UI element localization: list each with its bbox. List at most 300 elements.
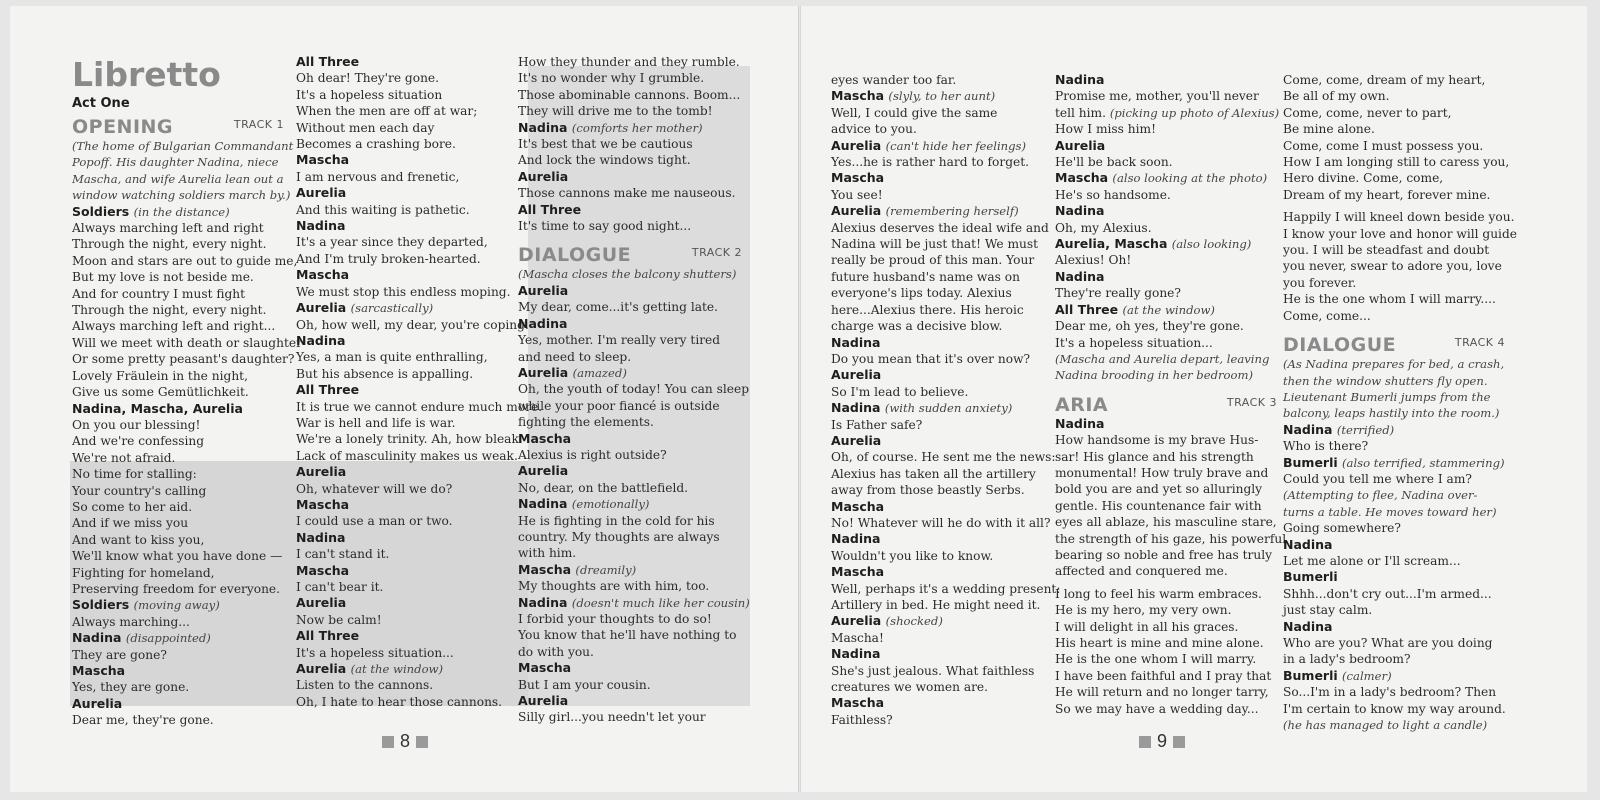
- line-text: Or some pretty peasant's daughter?: [72, 352, 295, 367]
- speaker-name: Soldiers: [72, 597, 130, 613]
- line-text: Those cannons make me nauseous.: [518, 186, 736, 201]
- speaker-name: Nadina: [1055, 203, 1105, 219]
- line-text: It's time to say good night...: [518, 219, 692, 234]
- line-text: window watching soldiers march by.): [72, 188, 291, 203]
- line-text: bearing so noble and free has truly: [1055, 547, 1272, 562]
- lyric-line: [831, 187, 1047, 203]
- stage-direction: [72, 154, 284, 170]
- stage-direction: [1283, 356, 1505, 372]
- lyric-line: [1283, 308, 1505, 324]
- speaker-name: Aurelia, Mascha: [1055, 236, 1168, 252]
- stage-direction: [1283, 373, 1505, 389]
- speaker-name: Nadina: [1283, 618, 1333, 634]
- speaker-line: [1055, 236, 1277, 252]
- line-text: And I'm truly broken-hearted.: [296, 251, 481, 266]
- lyric-line: [831, 581, 1061, 597]
- lyric-line: [1055, 563, 1277, 579]
- lyric-line: [1055, 465, 1277, 481]
- lyric-line: [1283, 520, 1505, 536]
- speaker-name: Nadina: [296, 332, 346, 348]
- lyric-line: [518, 529, 742, 545]
- stage-direction-inline: (at the window): [350, 662, 443, 677]
- line-text: I can't bear it.: [296, 580, 384, 594]
- line-text: Artillery in bed. He might need it.: [831, 598, 1041, 612]
- page-number-square-icon: [416, 736, 428, 748]
- line-text: I could use a man or two.: [296, 514, 453, 529]
- section-heading: [1283, 334, 1505, 356]
- stage-direction-inline: (at the window): [1122, 302, 1215, 317]
- page-number-text: 8: [400, 731, 411, 751]
- lyric-line: [72, 532, 284, 548]
- lyric-line: [1055, 531, 1287, 547]
- lyric-line: [296, 694, 518, 710]
- libretto-title: Libretto: [72, 55, 221, 94]
- line-text: I'm certain to know my way around.: [1283, 701, 1506, 716]
- speaker-name: All Three: [296, 382, 360, 398]
- line-text: But his absence is appalling.: [296, 366, 474, 381]
- line-text: Alexius is right outside?: [518, 447, 667, 462]
- line-text: So we may have a wedding day...: [1055, 701, 1259, 716]
- speaker-line: [831, 203, 1047, 219]
- lyric-line: [1283, 291, 1505, 307]
- stage-direction: [72, 187, 291, 203]
- line-text: He is fighting in the cold for his: [518, 513, 715, 528]
- speaker-line: [296, 267, 518, 283]
- line-text: No time for stalling:: [72, 467, 197, 482]
- lyric-line: [296, 251, 518, 267]
- line-text: And we're confessing: [72, 434, 205, 449]
- lyric-line: [1055, 684, 1277, 700]
- line-text: Dream of my heart, forever mine.: [1283, 187, 1491, 202]
- lyric-line: [1055, 635, 1277, 651]
- line-text: Be all of my own.: [1283, 89, 1390, 104]
- line-text: fighting the elements.: [518, 415, 654, 430]
- line-text: advice to you.: [831, 122, 917, 137]
- line-text: eyes wander too far.: [831, 73, 957, 87]
- line-text: We'll know what you have done —: [72, 549, 283, 564]
- lyric-line: [518, 578, 742, 594]
- stage-direction: [1055, 351, 1277, 367]
- lyric-line: [518, 381, 750, 397]
- lyric-line: [296, 136, 518, 152]
- line-text: with him.: [518, 546, 577, 561]
- line-text: Preserving freedom for everyone.: [72, 581, 281, 596]
- lyric-line: [831, 449, 1056, 465]
- line-text: Lieutenant Bumerli jumps from the: [1283, 389, 1491, 404]
- line-text: How handsome is my brave Hus-: [1055, 433, 1259, 448]
- stage-direction-inline: (doesn't much like her cousin): [571, 595, 750, 610]
- line-text: affected and conquered me.: [1055, 564, 1228, 579]
- lyric-line: [1283, 226, 1517, 242]
- speaker-name: Aurelia: [831, 367, 882, 383]
- line-text: (Attempting to flee, Nadina over-: [1283, 488, 1478, 503]
- speaker-line: [518, 169, 742, 185]
- line-text: Alexius deserves the ideal wife and: [831, 220, 1049, 235]
- speaker-line: [1055, 170, 1277, 186]
- page-number-square-icon: [1173, 736, 1185, 748]
- speaker-name: Mascha: [831, 88, 885, 104]
- line-text: My dear, come...it's getting late.: [518, 300, 718, 315]
- page-number-square-icon: [382, 736, 394, 748]
- line-text: (The home of Bulgarian Commandant: [72, 139, 294, 153]
- speaker-name: Mascha: [296, 152, 350, 168]
- speaker-line: [296, 628, 518, 644]
- lyric-line: [1283, 242, 1505, 258]
- speaker-name: Aurelia: [296, 464, 347, 480]
- lyric-line: [518, 709, 742, 725]
- lyric-line: [518, 152, 742, 168]
- page-number-square-icon: [1139, 736, 1151, 748]
- speaker-name: Nadina: [1055, 415, 1105, 431]
- lyric-line: [1283, 701, 1505, 717]
- track-label: TRACK 1: [233, 118, 284, 131]
- lyric-line: [1283, 88, 1505, 104]
- speaker-name: All Three: [296, 628, 360, 644]
- line-text: Who are you? What are you doing: [1283, 636, 1493, 650]
- line-text: His heart is mine and mine alone.: [1055, 636, 1264, 650]
- speaker-name: Aurelia: [72, 695, 123, 711]
- lyric-line: [296, 677, 518, 693]
- stage-direction: [72, 171, 284, 187]
- speaker-line: [831, 564, 1047, 580]
- line-text: I long to feel his warm embraces.: [1055, 586, 1262, 601]
- speaker-line: [831, 499, 1047, 515]
- lyric-line: [518, 611, 742, 627]
- stage-direction: [1283, 717, 1505, 733]
- lyric-line: [1283, 438, 1505, 454]
- lyric-line: [831, 269, 1047, 285]
- speaker-line: [296, 218, 518, 234]
- speaker-line: [296, 300, 518, 316]
- lyric-line: [1055, 547, 1277, 563]
- line-text: Mascha!: [831, 630, 884, 645]
- speaker-line: [518, 202, 742, 218]
- page-number-text: 9: [1157, 731, 1168, 751]
- line-text: It's a hopeless situation...: [1055, 335, 1213, 350]
- line-text: Well, perhaps it's a wedding present:: [831, 581, 1061, 596]
- lyric-line: [831, 302, 1047, 318]
- lyric-line: [296, 431, 523, 447]
- line-text: It's a year since they departed,: [296, 235, 488, 250]
- lyric-line: [831, 482, 1047, 498]
- section-title: DIALOGUE: [1283, 334, 1397, 357]
- line-text: And if we miss you: [72, 516, 189, 531]
- lyric-line: [72, 335, 302, 351]
- line-text: Oh dear! They're gone.: [296, 71, 440, 86]
- line-text: tell him.: [1055, 105, 1106, 120]
- line-text: So come to her aid.: [72, 499, 193, 514]
- lyric-line: [831, 515, 1051, 531]
- section-title: ARIA: [1055, 393, 1109, 416]
- speaker-name: Nadina: [831, 646, 881, 662]
- speaker-line: [296, 595, 518, 611]
- line-text: Nadina will be just that! We must: [831, 237, 1039, 252]
- stage-direction: [1283, 405, 1505, 421]
- line-text: Lack of masculinity makes us weak.: [296, 448, 518, 463]
- libretto-column-6: [1283, 72, 1517, 733]
- stage-direction-inline: (terrified): [1336, 422, 1395, 437]
- line-text: When the men are off at war;: [296, 104, 478, 119]
- track-label: TRACK 4: [1454, 336, 1505, 350]
- speaker-line: [518, 496, 742, 512]
- stage-direction-inline: (also looking at the photo): [1112, 171, 1268, 186]
- line-text: Through the night, every night.: [72, 237, 267, 252]
- speaker-name: Mascha: [831, 695, 885, 711]
- speaker-name: Nadina: [1055, 268, 1105, 284]
- line-text: you never, swear to adore you, love: [1283, 259, 1502, 274]
- speaker-name: Mascha: [296, 267, 350, 283]
- speaker-name: Mascha: [831, 498, 885, 514]
- lyric-line: [72, 417, 284, 433]
- speaker-line: [296, 54, 518, 70]
- speaker-name: Aurelia: [518, 168, 569, 184]
- lyric-line: [1055, 154, 1277, 170]
- lyric-line: [518, 398, 742, 414]
- speaker-line: [1055, 416, 1277, 432]
- stage-direction-inline: (moving away): [133, 598, 220, 613]
- line-text: Going somewhere?: [1283, 521, 1401, 536]
- line-text: future husband's name was on: [831, 269, 1020, 284]
- lyric-line: [72, 384, 284, 400]
- speaker-line: [831, 335, 1047, 351]
- line-text: It's best that we be cautious: [518, 137, 693, 152]
- lyric-line: [831, 105, 1047, 121]
- line-text: Oh, whatever will we do?: [296, 481, 453, 496]
- stage-direction-inline: (calmer): [1342, 668, 1392, 683]
- lyric-line: [1055, 498, 1277, 514]
- speaker-line: [296, 464, 518, 480]
- line-text: Yes...he is rather hard to forget.: [831, 155, 1029, 170]
- line-text: you forever.: [1283, 275, 1357, 290]
- stage-direction: [518, 266, 742, 282]
- lyric-line: [518, 414, 742, 430]
- speaker-line: [296, 497, 518, 513]
- speaker-name: Bumerli: [1283, 569, 1338, 585]
- line-text: Moon and stars are out to guide me,: [72, 253, 298, 268]
- lyric-line: [296, 513, 518, 529]
- speaker-name: Nadina, Mascha, Aurelia: [72, 400, 243, 416]
- lyric-line: [296, 579, 518, 595]
- lyric-line: [518, 70, 742, 86]
- line-text: He will return and no longer tarry,: [1055, 685, 1269, 700]
- stage-direction-inline: (comforts her mother): [571, 120, 703, 135]
- stage-direction-inline: (also terrified, stammering): [1342, 455, 1505, 470]
- stage-direction: [1283, 487, 1505, 503]
- lyric-line: [72, 253, 298, 269]
- stage-direction-inline: (shocked): [885, 614, 943, 629]
- line-text: sar! His glance and his strength: [1055, 449, 1254, 464]
- speaker-line: [72, 401, 284, 417]
- lyric-line: [296, 120, 518, 136]
- stanza-gap: [1283, 324, 1505, 330]
- lyric-line: [296, 448, 518, 464]
- lyric-line: [296, 234, 518, 250]
- line-text: Happily I will kneel down beside you.: [1283, 210, 1515, 225]
- section-heading: [518, 244, 742, 266]
- speaker-name: Mascha: [518, 561, 572, 577]
- lyric-line: [296, 317, 529, 333]
- line-text: Now be calm!: [296, 612, 382, 627]
- lyric-line: [1055, 88, 1277, 104]
- line-text: Who is there?: [1283, 439, 1369, 454]
- stage-direction-inline: (disappointed): [125, 631, 211, 646]
- line-text: Could you tell me where I am?: [1283, 471, 1472, 486]
- speaker-name: Mascha: [1055, 170, 1109, 186]
- line-text: Silly girl...you needn't let your: [518, 710, 706, 725]
- lyric-line: [831, 466, 1047, 482]
- lyric-line: [1283, 187, 1505, 203]
- lyric-line: [1283, 154, 1510, 170]
- speaker-line: [1283, 668, 1505, 684]
- speaker-line: [296, 530, 518, 546]
- lyric-line: [518, 54, 742, 70]
- speaker-line: [831, 170, 1047, 186]
- lyric-line: [1055, 651, 1277, 667]
- lyric-line: [296, 481, 518, 497]
- lyric-line: [1055, 619, 1277, 635]
- stage-direction-inline: (picking up photo of Alexius): [1109, 105, 1280, 120]
- section-heading: [72, 116, 284, 138]
- line-text: Well, I could give the same: [831, 105, 998, 120]
- speaker-name: Nadina: [518, 594, 568, 610]
- speaker-line: [72, 597, 284, 613]
- speaker-name: Bumerli: [1283, 667, 1338, 683]
- line-text: charge was a decisive blow.: [831, 319, 1003, 334]
- line-text: Promise me, mother, you'll never: [1055, 89, 1259, 104]
- speaker-name: Nadina: [72, 630, 122, 646]
- speaker-line: [518, 660, 742, 676]
- libretto-column-4: [831, 72, 1061, 728]
- line-text: They will drive me to the tomb!: [518, 104, 713, 119]
- stage-direction: [1283, 504, 1505, 520]
- line-text: Will we meet with death or slaughter: [72, 335, 302, 350]
- speaker-name: Nadina: [1283, 536, 1333, 552]
- speaker-line: [518, 120, 742, 136]
- lyric-line: [296, 612, 518, 628]
- speaker-name: Aurelia: [518, 282, 569, 298]
- lyric-line: [831, 72, 1047, 88]
- speaker-name: Nadina: [831, 334, 881, 350]
- line-text: How they thunder and they rumble.: [518, 55, 740, 69]
- line-text: And want to kiss you,: [72, 532, 205, 547]
- speaker-name: Aurelia: [518, 364, 569, 380]
- lyric-line: [831, 417, 1047, 433]
- line-text: Oh, I hate to hear those cannons.: [296, 694, 503, 709]
- line-text: Is Father safe?: [831, 417, 923, 432]
- speaker-line: [72, 204, 284, 220]
- lyric-line: [72, 581, 284, 597]
- speaker-name: Mascha: [518, 660, 572, 676]
- stanza-gap: [1055, 384, 1277, 390]
- libretto-column-5: [1055, 72, 1287, 717]
- lyric-line: [831, 351, 1047, 367]
- libretto-column-3: [518, 54, 750, 726]
- lyric-line: [1283, 170, 1505, 186]
- lyric-line: [72, 220, 284, 236]
- line-text: It's no wonder why I grumble.: [518, 71, 705, 86]
- stanza-gap: [518, 234, 742, 240]
- speaker-name: Aurelia: [518, 463, 569, 479]
- line-text: Hero divine. Come, come,: [1283, 171, 1444, 186]
- line-text: He's so handsome.: [1055, 187, 1171, 202]
- speaker-name: Soldiers: [72, 203, 130, 219]
- line-text: Be mine alone.: [1283, 122, 1375, 137]
- lyric-line: [1055, 335, 1277, 351]
- line-text: in a lady's bedroom?: [1283, 652, 1411, 667]
- lyric-line: [72, 318, 284, 334]
- lyric-line: [296, 399, 543, 415]
- speaker-line: [831, 613, 1047, 629]
- line-text: Alexius has taken all the artillery: [831, 466, 1036, 481]
- line-text: gentle. His countenance fair with: [1055, 498, 1262, 513]
- speaker-line: [296, 152, 518, 168]
- speaker-name: Nadina: [831, 400, 881, 416]
- speaker-line: [831, 433, 1047, 449]
- lyric-line: [72, 499, 284, 515]
- lyric-line: [1283, 684, 1505, 700]
- speaker-name: Nadina: [296, 529, 346, 545]
- lyric-line: [831, 384, 1047, 400]
- speaker-name: Nadina: [296, 218, 346, 234]
- line-text: just stay calm.: [1283, 603, 1373, 618]
- lyric-line: [72, 679, 284, 695]
- lyric-line: [296, 366, 518, 382]
- line-text: eyes all ablaze, his masculine stare,: [1055, 515, 1277, 530]
- line-text: Dear me, they're gone.: [72, 713, 214, 728]
- lyric-line: [518, 299, 742, 315]
- speaker-line: [518, 431, 742, 447]
- page-number: [1139, 731, 1185, 752]
- lyric-line: [518, 480, 742, 496]
- line-text: Alexius! Oh!: [1055, 253, 1132, 268]
- line-text: It's a hopeless situation...: [296, 645, 454, 660]
- lyric-line: [831, 121, 1047, 137]
- speaker-line: [1283, 619, 1505, 635]
- speaker-name: Nadina: [518, 119, 568, 135]
- speaker-line: [1283, 537, 1505, 553]
- line-text: You see!: [831, 187, 883, 202]
- speaker-line: [518, 316, 742, 332]
- lyric-line: [1055, 481, 1277, 497]
- speaker-name: Aurelia: [831, 613, 882, 629]
- line-text: He'll be back soon.: [1055, 155, 1173, 170]
- section-heading: [1055, 394, 1277, 416]
- stage-direction: [1055, 367, 1277, 383]
- line-text: creatures we women are.: [831, 680, 989, 695]
- lyric-line: [518, 332, 742, 348]
- lyric-line: [1283, 209, 1515, 225]
- lyric-line: [1283, 258, 1505, 274]
- line-text: He is my hero, my very own.: [1055, 603, 1232, 618]
- line-text: No! Whatever will he do with it all?: [831, 515, 1051, 530]
- line-text: Give us some Gemütlichkeit.: [72, 385, 249, 400]
- speaker-name: Aurelia: [831, 203, 882, 219]
- lyric-line: [518, 627, 742, 643]
- speaker-name: Mascha: [296, 496, 350, 512]
- lyric-line: [1283, 651, 1505, 667]
- line-text: Yes, they are gone.: [72, 680, 190, 695]
- lyric-line: [518, 87, 742, 103]
- line-text: the strength of his gaze, his powerful: [1055, 531, 1287, 546]
- lyric-line: [831, 548, 1047, 564]
- lyric-line: [518, 677, 742, 693]
- line-text: War is hell and life is war.: [296, 415, 456, 430]
- lyric-line: [1055, 105, 1280, 121]
- line-text: He is the one whom I will marry.: [1055, 652, 1257, 667]
- speaker-name: Nadina: [831, 531, 881, 547]
- lyric-line: [72, 236, 284, 252]
- line-text: away from those beastly Serbs.: [831, 483, 1025, 498]
